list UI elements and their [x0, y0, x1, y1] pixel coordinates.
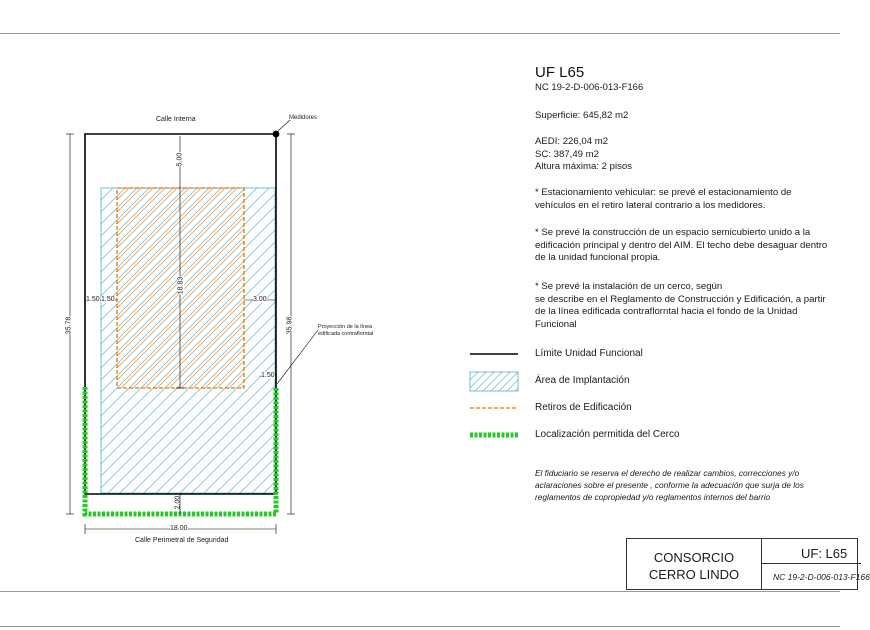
- hatch-line: [361, 188, 561, 388]
- dim-right-small: 1.50: [261, 372, 275, 379]
- hatch-line: [84, 188, 389, 493]
- hatch-line: [204, 188, 509, 493]
- dim-bottom-setback: 2.00: [174, 495, 182, 510]
- hatch-line: [0, 188, 125, 493]
- note-cerco: * Se prevé la instalación de un cerco, según se describe en el Reglamento de Construcción y Edificación, a partir de la línea edificada contraflorntal hacia el fondo de la Unidad Funcional: [535, 281, 826, 330]
- hatch-line: [180, 188, 485, 493]
- hatch-line: [325, 188, 525, 388]
- hatch-line: [349, 188, 549, 388]
- hatch-line: [0, 188, 185, 493]
- hatch-line: [132, 188, 437, 493]
- dim-width: 18.00: [170, 525, 188, 532]
- hatch-line: [240, 188, 545, 493]
- dim-left-setback-b: 1.50: [101, 296, 115, 303]
- hatch-line: [499, 372, 518, 391]
- hatch-line: [192, 188, 497, 493]
- hatch-line: [216, 188, 521, 493]
- title-block: [626, 538, 870, 590]
- hatch-line: [337, 188, 537, 388]
- dim-left-setback-a: 1.50: [86, 296, 100, 303]
- hatch-line: [205, 188, 405, 388]
- hatch-line: [145, 188, 345, 388]
- hatch-line: [109, 188, 309, 388]
- hatch-line: [0, 188, 245, 493]
- hatch-line: [144, 188, 449, 493]
- hatch-line: [451, 372, 470, 391]
- note-semicubierto: * Se prevé la construcción de un espacio semicubierto unido a la edificación principal y dentro del AIM. El techo debe desaguar dentro de la unidad funcional propia.: [535, 227, 828, 264]
- street-top-label: Calle Interna: [156, 116, 196, 123]
- medidores-label: Medidores: [289, 115, 318, 121]
- hatch-line: [0, 188, 129, 388]
- hatch-line: [0, 188, 149, 493]
- hatch-line: [507, 372, 526, 391]
- title-block-unit: UF: L65: [801, 546, 848, 561]
- hatch-line: [483, 372, 502, 391]
- hatch-line: [459, 372, 478, 391]
- page-title: UF L65: [535, 64, 585, 81]
- hatch-line: [0, 188, 293, 493]
- hatch-line: [0, 188, 165, 388]
- hatch-line: [60, 188, 365, 493]
- company-name-line2: CERRO LINDO: [648, 567, 740, 582]
- hatch-line: [313, 188, 513, 388]
- hatch-line: [0, 188, 141, 388]
- legend-limite-label: Límite Unidad Funcional: [535, 348, 643, 359]
- note-estacionamiento: * Estacionamiento vehicular: se prevé el estacionamiento de vehículos en el retiro lateral contrario a los medidores.: [535, 187, 792, 211]
- hatch-line: [0, 188, 153, 388]
- dim-right-setback: 3.00: [253, 296, 267, 303]
- hatch-line: [0, 188, 113, 493]
- medidores-marker: [273, 131, 280, 138]
- hatch-line: [0, 188, 117, 388]
- hatch-line: [108, 188, 413, 493]
- hatch-line: [168, 188, 473, 493]
- hatch-line: [277, 188, 477, 388]
- disclaimer-text: El fiduciario se reserva el derecho de realizar cambios, correcciones y/o aclaraciones sobre el presente , conforme la adecuación que surja de los reglamentos de copropiedad y/o reglamentos internos del barrio: [535, 468, 804, 502]
- hatch-line: [475, 372, 494, 391]
- company-name-line1: CONSORCIO: [653, 550, 735, 565]
- hatch-line: [0, 188, 221, 493]
- hatch-line: [301, 188, 501, 388]
- hatch-line: [36, 188, 341, 493]
- hatch-line: [0, 188, 161, 493]
- hatch-line: [48, 188, 353, 493]
- hatch-line: [169, 188, 369, 388]
- hatch-line: [241, 188, 441, 388]
- aedi-sc-altura-text: AEDI: 226,04 m2 SC: 387,49 m2 Altura máxima: 2 pisos: [535, 136, 633, 173]
- superficie-text: Superficie: 645,82 m2: [535, 110, 629, 121]
- hatch-line: [252, 188, 557, 493]
- street-bottom-label: Calle Perimetral de Seguridad: [135, 537, 229, 544]
- dim-building-depth: 18.83: [177, 276, 185, 295]
- dim-top-setback: 5.00: [176, 152, 184, 167]
- hatch-line: [96, 188, 401, 493]
- hatch-line: [156, 188, 461, 493]
- hatch-line: [157, 188, 357, 388]
- hatch-line: [265, 188, 465, 388]
- hatch-line: [0, 188, 177, 388]
- dimension-lines: [66, 134, 318, 534]
- hatch-line: [181, 188, 381, 388]
- legend-implantacion-label: Área de Implantación: [535, 375, 630, 386]
- title-block-nc: NC 19-2-D-006-013-F166: [773, 572, 870, 582]
- hatch-line: [229, 188, 429, 388]
- hatch-line: [12, 188, 317, 493]
- hatch-line: [0, 188, 305, 493]
- nc-code: NC 19-2-D-006-013-F166: [535, 82, 644, 93]
- proyeccion-label: Proyección de la línea edificada contraflorntal: [318, 324, 374, 337]
- hatch-line: [491, 372, 510, 391]
- hatch-line: [289, 188, 489, 388]
- hatch-line: [193, 188, 393, 388]
- title-block-divider: [761, 539, 762, 589]
- dim-left-depth: 35.78: [65, 316, 73, 335]
- hatch-line: [133, 188, 333, 388]
- hatch-line: [253, 188, 453, 388]
- dim-right-depth: 35.98: [286, 316, 294, 335]
- hatch-line: [217, 188, 417, 388]
- legend-cerco-label: Localización permitida del Cerco: [535, 429, 680, 440]
- title-block-hline: [761, 563, 861, 564]
- legend-retiros-label: Retiros de Edificación: [535, 402, 632, 413]
- hatch-line: [120, 188, 425, 493]
